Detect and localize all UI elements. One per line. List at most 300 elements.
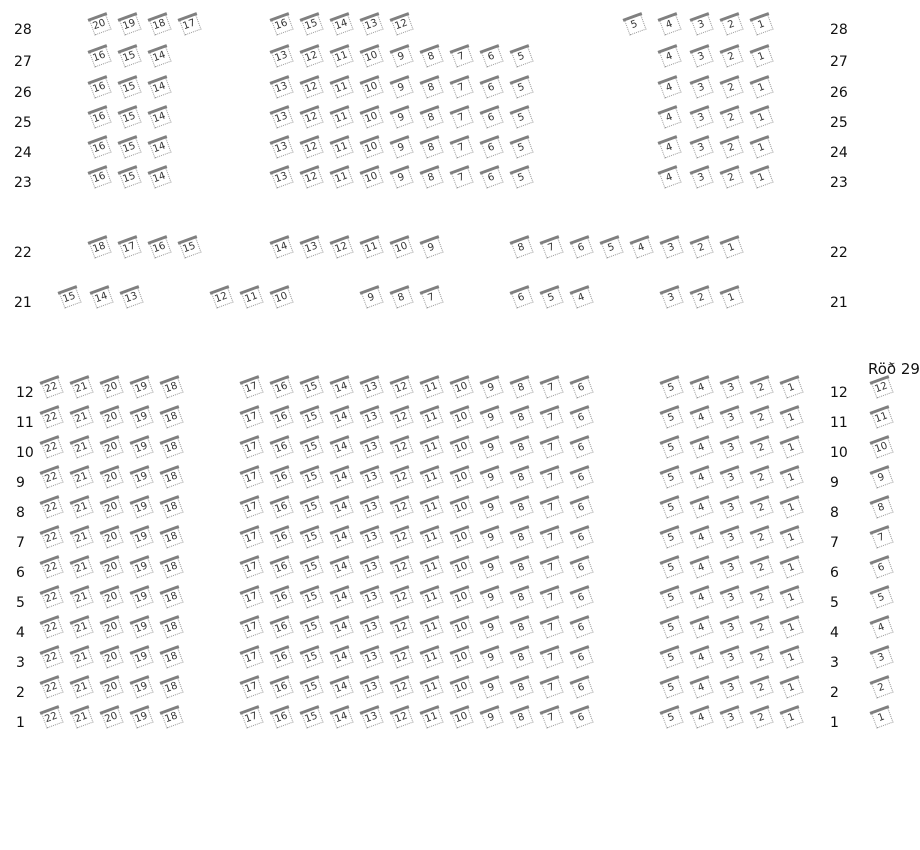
seat-1-6[interactable] [570, 705, 595, 729]
seat-5-22[interactable] [40, 585, 65, 609]
seat-26-11[interactable] [330, 75, 355, 99]
seat-11-3[interactable] [720, 405, 745, 429]
seat-11-5[interactable] [660, 405, 685, 429]
seat-28-18[interactable] [148, 12, 173, 36]
seat-12-5[interactable] [660, 375, 685, 399]
seat-21-12[interactable] [210, 285, 235, 309]
seat-28-13[interactable] [360, 12, 385, 36]
seat-24-7[interactable] [450, 135, 475, 159]
seat-12-15[interactable] [300, 375, 325, 399]
seat-5-3[interactable] [720, 585, 745, 609]
seat-27-1[interactable] [750, 44, 775, 68]
seat-5-14[interactable] [330, 585, 355, 609]
seat-6-6[interactable] [570, 555, 595, 579]
seat-25-16[interactable] [88, 105, 113, 129]
seat-9-20[interactable] [100, 465, 125, 489]
seat-25-1[interactable] [750, 105, 775, 129]
seat-11-6[interactable] [570, 405, 595, 429]
seat-24-6[interactable] [480, 135, 505, 159]
seat-12-1[interactable] [780, 375, 805, 399]
seat-5-12[interactable] [390, 585, 415, 609]
seat-22-3[interactable] [660, 235, 685, 259]
seat-10-1[interactable] [780, 435, 805, 459]
seat-10-5[interactable] [660, 435, 685, 459]
seat-11-11[interactable] [420, 405, 445, 429]
seat-side-9[interactable] [870, 465, 895, 489]
seat-12-8[interactable] [510, 375, 535, 399]
seat-1-8[interactable] [510, 705, 535, 729]
seat-1-17[interactable] [240, 705, 265, 729]
seat-3-14[interactable] [330, 645, 355, 669]
seat-1-10[interactable] [450, 705, 475, 729]
seat-21-8[interactable] [390, 285, 415, 309]
seat-2-3[interactable] [720, 675, 745, 699]
seat-2-8[interactable] [510, 675, 535, 699]
seat-27-6[interactable] [480, 44, 505, 68]
seat-2-7[interactable] [540, 675, 565, 699]
seat-4-4[interactable] [690, 615, 715, 639]
seat-6-7[interactable] [540, 555, 565, 579]
seat-1-18[interactable] [160, 705, 185, 729]
seat-4-16[interactable] [270, 615, 295, 639]
seat-12-20[interactable] [100, 375, 125, 399]
seat-25-6[interactable] [480, 105, 505, 129]
seat-22-15[interactable] [178, 235, 203, 259]
seat-side-4[interactable] [870, 615, 895, 639]
seat-6-8[interactable] [510, 555, 535, 579]
seat-9-9[interactable] [480, 465, 505, 489]
seat-24-8[interactable] [420, 135, 445, 159]
seat-9-14[interactable] [330, 465, 355, 489]
seat-3-20[interactable] [100, 645, 125, 669]
seat-23-6[interactable] [480, 165, 505, 189]
seat-25-8[interactable] [420, 105, 445, 129]
seat-10-11[interactable] [420, 435, 445, 459]
seat-22-14[interactable] [270, 235, 295, 259]
seat-26-4[interactable] [658, 75, 683, 99]
seat-11-18[interactable] [160, 405, 185, 429]
seat-28-14[interactable] [330, 12, 355, 36]
seat-27-9[interactable] [390, 44, 415, 68]
seat-9-2[interactable] [750, 465, 775, 489]
seat-22-16[interactable] [148, 235, 173, 259]
seat-11-13[interactable] [360, 405, 385, 429]
seat-3-6[interactable] [570, 645, 595, 669]
seat-7-6[interactable] [570, 525, 595, 549]
seat-6-4[interactable] [690, 555, 715, 579]
seat-7-13[interactable] [360, 525, 385, 549]
seat-10-16[interactable] [270, 435, 295, 459]
seat-2-15[interactable] [300, 675, 325, 699]
seat-7-9[interactable] [480, 525, 505, 549]
seat-4-11[interactable] [420, 615, 445, 639]
seat-27-13[interactable] [270, 44, 295, 68]
seat-1-13[interactable] [360, 705, 385, 729]
seat-23-13[interactable] [270, 165, 295, 189]
seat-9-19[interactable] [130, 465, 155, 489]
seat-side-12[interactable] [870, 375, 895, 399]
seat-27-4[interactable] [658, 44, 683, 68]
seat-9-21[interactable] [70, 465, 95, 489]
seat-21-4[interactable] [570, 285, 595, 309]
seat-28-4[interactable] [658, 12, 683, 36]
seat-22-13[interactable] [300, 235, 325, 259]
seat-24-9[interactable] [390, 135, 415, 159]
seat-8-8[interactable] [510, 495, 535, 519]
seat-8-4[interactable] [690, 495, 715, 519]
seat-7-20[interactable] [100, 525, 125, 549]
seat-8-21[interactable] [70, 495, 95, 519]
seat-9-10[interactable] [450, 465, 475, 489]
seat-21-11[interactable] [240, 285, 265, 309]
seat-28-1[interactable] [750, 12, 775, 36]
seat-23-8[interactable] [420, 165, 445, 189]
seat-7-7[interactable] [540, 525, 565, 549]
seat-5-11[interactable] [420, 585, 445, 609]
seat-12-10[interactable] [450, 375, 475, 399]
seat-10-3[interactable] [720, 435, 745, 459]
seat-4-6[interactable] [570, 615, 595, 639]
seat-8-3[interactable] [720, 495, 745, 519]
seat-12-22[interactable] [40, 375, 65, 399]
seat-4-14[interactable] [330, 615, 355, 639]
seat-8-15[interactable] [300, 495, 325, 519]
seat-24-10[interactable] [360, 135, 385, 159]
seat-11-4[interactable] [690, 405, 715, 429]
seat-side-6[interactable] [870, 555, 895, 579]
seat-1-4[interactable] [690, 705, 715, 729]
seat-22-2[interactable] [690, 235, 715, 259]
seat-2-14[interactable] [330, 675, 355, 699]
seat-24-16[interactable] [88, 135, 113, 159]
seat-4-3[interactable] [720, 615, 745, 639]
seat-8-16[interactable] [270, 495, 295, 519]
seat-11-8[interactable] [510, 405, 535, 429]
seat-21-2[interactable] [690, 285, 715, 309]
seat-25-12[interactable] [300, 105, 325, 129]
seat-12-7[interactable] [540, 375, 565, 399]
seat-4-2[interactable] [750, 615, 775, 639]
seat-4-18[interactable] [160, 615, 185, 639]
seat-8-2[interactable] [750, 495, 775, 519]
seat-2-13[interactable] [360, 675, 385, 699]
seat-2-20[interactable] [100, 675, 125, 699]
seat-26-8[interactable] [420, 75, 445, 99]
seat-10-21[interactable] [70, 435, 95, 459]
seat-27-16[interactable] [88, 44, 113, 68]
seat-5-5[interactable] [660, 585, 685, 609]
seat-24-2[interactable] [720, 135, 745, 159]
seat-5-2[interactable] [750, 585, 775, 609]
seat-24-11[interactable] [330, 135, 355, 159]
seat-7-21[interactable] [70, 525, 95, 549]
seat-3-7[interactable] [540, 645, 565, 669]
seat-24-3[interactable] [690, 135, 715, 159]
seat-5-18[interactable] [160, 585, 185, 609]
seat-10-19[interactable] [130, 435, 155, 459]
seat-25-13[interactable] [270, 105, 295, 129]
seat-26-5[interactable] [510, 75, 535, 99]
seat-5-17[interactable] [240, 585, 265, 609]
seat-7-18[interactable] [160, 525, 185, 549]
seat-11-10[interactable] [450, 405, 475, 429]
seat-11-21[interactable] [70, 405, 95, 429]
seat-8-11[interactable] [420, 495, 445, 519]
seat-27-12[interactable] [300, 44, 325, 68]
seat-12-14[interactable] [330, 375, 355, 399]
seat-27-8[interactable] [420, 44, 445, 68]
seat-5-19[interactable] [130, 585, 155, 609]
seat-26-15[interactable] [118, 75, 143, 99]
seat-8-9[interactable] [480, 495, 505, 519]
seat-6-21[interactable] [70, 555, 95, 579]
seat-9-3[interactable] [720, 465, 745, 489]
seat-6-9[interactable] [480, 555, 505, 579]
seat-11-7[interactable] [540, 405, 565, 429]
seat-3-9[interactable] [480, 645, 505, 669]
seat-23-9[interactable] [390, 165, 415, 189]
seat-4-12[interactable] [390, 615, 415, 639]
seat-23-12[interactable] [300, 165, 325, 189]
seat-9-13[interactable] [360, 465, 385, 489]
seat-10-4[interactable] [690, 435, 715, 459]
seat-22-12[interactable] [330, 235, 355, 259]
seat-9-16[interactable] [270, 465, 295, 489]
seat-9-17[interactable] [240, 465, 265, 489]
seat-11-12[interactable] [390, 405, 415, 429]
seat-10-6[interactable] [570, 435, 595, 459]
seat-7-15[interactable] [300, 525, 325, 549]
seat-27-3[interactable] [690, 44, 715, 68]
seat-3-21[interactable] [70, 645, 95, 669]
seat-5-6[interactable] [570, 585, 595, 609]
seat-28-20[interactable] [88, 12, 113, 36]
seat-10-2[interactable] [750, 435, 775, 459]
seat-2-21[interactable] [70, 675, 95, 699]
seat-4-17[interactable] [240, 615, 265, 639]
seat-23-3[interactable] [690, 165, 715, 189]
seat-21-9[interactable] [360, 285, 385, 309]
seat-9-7[interactable] [540, 465, 565, 489]
seat-21-13[interactable] [120, 285, 145, 309]
seat-7-8[interactable] [510, 525, 535, 549]
seat-23-5[interactable] [510, 165, 535, 189]
seat-5-10[interactable] [450, 585, 475, 609]
seat-25-3[interactable] [690, 105, 715, 129]
seat-11-15[interactable] [300, 405, 325, 429]
seat-22-18[interactable] [88, 235, 113, 259]
seat-10-13[interactable] [360, 435, 385, 459]
seat-21-14[interactable] [90, 285, 115, 309]
seat-6-19[interactable] [130, 555, 155, 579]
seat-3-13[interactable] [360, 645, 385, 669]
seat-4-19[interactable] [130, 615, 155, 639]
seat-24-14[interactable] [148, 135, 173, 159]
seat-12-4[interactable] [690, 375, 715, 399]
seat-22-6[interactable] [570, 235, 595, 259]
seat-24-1[interactable] [750, 135, 775, 159]
seat-1-22[interactable] [40, 705, 65, 729]
seat-8-6[interactable] [570, 495, 595, 519]
seat-23-7[interactable] [450, 165, 475, 189]
seat-10-7[interactable] [540, 435, 565, 459]
seat-7-12[interactable] [390, 525, 415, 549]
seat-side-3[interactable] [870, 645, 895, 669]
seat-21-1[interactable] [720, 285, 745, 309]
seat-6-20[interactable] [100, 555, 125, 579]
seat-2-11[interactable] [420, 675, 445, 699]
seat-1-12[interactable] [390, 705, 415, 729]
seat-12-9[interactable] [480, 375, 505, 399]
seat-1-15[interactable] [300, 705, 325, 729]
seat-1-11[interactable] [420, 705, 445, 729]
seat-9-11[interactable] [420, 465, 445, 489]
seat-27-7[interactable] [450, 44, 475, 68]
seat-7-5[interactable] [660, 525, 685, 549]
seat-25-5[interactable] [510, 105, 535, 129]
seat-22-4[interactable] [630, 235, 655, 259]
seat-7-10[interactable] [450, 525, 475, 549]
seat-28-2[interactable] [720, 12, 745, 36]
seat-23-2[interactable] [720, 165, 745, 189]
seat-side-7[interactable] [870, 525, 895, 549]
seat-12-2[interactable] [750, 375, 775, 399]
seat-24-12[interactable] [300, 135, 325, 159]
seat-25-14[interactable] [148, 105, 173, 129]
seat-8-18[interactable] [160, 495, 185, 519]
seat-10-17[interactable] [240, 435, 265, 459]
seat-28-17[interactable] [178, 12, 203, 36]
seat-7-14[interactable] [330, 525, 355, 549]
seat-side-8[interactable] [870, 495, 895, 519]
seat-5-9[interactable] [480, 585, 505, 609]
seat-6-10[interactable] [450, 555, 475, 579]
seat-10-10[interactable] [450, 435, 475, 459]
seat-28-3[interactable] [690, 12, 715, 36]
seat-25-11[interactable] [330, 105, 355, 129]
seat-3-3[interactable] [720, 645, 745, 669]
seat-21-6[interactable] [510, 285, 535, 309]
seat-5-13[interactable] [360, 585, 385, 609]
seat-8-7[interactable] [540, 495, 565, 519]
seat-27-11[interactable] [330, 44, 355, 68]
seat-1-3[interactable] [720, 705, 745, 729]
seat-1-1[interactable] [780, 705, 805, 729]
seat-8-10[interactable] [450, 495, 475, 519]
seat-6-17[interactable] [240, 555, 265, 579]
seat-2-6[interactable] [570, 675, 595, 699]
seat-10-12[interactable] [390, 435, 415, 459]
seat-12-21[interactable] [70, 375, 95, 399]
seat-28-19[interactable] [118, 12, 143, 36]
seat-4-21[interactable] [70, 615, 95, 639]
seat-4-8[interactable] [510, 615, 535, 639]
seat-27-15[interactable] [118, 44, 143, 68]
seat-8-1[interactable] [780, 495, 805, 519]
seat-27-10[interactable] [360, 44, 385, 68]
seat-8-14[interactable] [330, 495, 355, 519]
seat-11-17[interactable] [240, 405, 265, 429]
seat-11-20[interactable] [100, 405, 125, 429]
seat-side-10[interactable] [870, 435, 895, 459]
seat-9-4[interactable] [690, 465, 715, 489]
seat-6-3[interactable] [720, 555, 745, 579]
seat-23-10[interactable] [360, 165, 385, 189]
seat-6-2[interactable] [750, 555, 775, 579]
seat-22-5[interactable] [600, 235, 625, 259]
seat-11-2[interactable] [750, 405, 775, 429]
seat-4-7[interactable] [540, 615, 565, 639]
seat-side-5[interactable] [870, 585, 895, 609]
seat-6-14[interactable] [330, 555, 355, 579]
seat-26-10[interactable] [360, 75, 385, 99]
seat-1-14[interactable] [330, 705, 355, 729]
seat-4-10[interactable] [450, 615, 475, 639]
seat-9-1[interactable] [780, 465, 805, 489]
seat-11-9[interactable] [480, 405, 505, 429]
seat-1-21[interactable] [70, 705, 95, 729]
seat-24-15[interactable] [118, 135, 143, 159]
seat-12-11[interactable] [420, 375, 445, 399]
seat-26-16[interactable] [88, 75, 113, 99]
seat-28-16[interactable] [270, 12, 295, 36]
seat-9-22[interactable] [40, 465, 65, 489]
seat-1-9[interactable] [480, 705, 505, 729]
seat-27-2[interactable] [720, 44, 745, 68]
seat-25-9[interactable] [390, 105, 415, 129]
seat-27-14[interactable] [148, 44, 173, 68]
seat-1-7[interactable] [540, 705, 565, 729]
seat-24-4[interactable] [658, 135, 683, 159]
seat-5-7[interactable] [540, 585, 565, 609]
seat-3-1[interactable] [780, 645, 805, 669]
seat-5-4[interactable] [690, 585, 715, 609]
seat-4-5[interactable] [660, 615, 685, 639]
seat-side-1[interactable] [870, 705, 895, 729]
seat-26-13[interactable] [270, 75, 295, 99]
seat-3-8[interactable] [510, 645, 535, 669]
seat-10-15[interactable] [300, 435, 325, 459]
seat-6-18[interactable] [160, 555, 185, 579]
seat-2-16[interactable] [270, 675, 295, 699]
seat-3-15[interactable] [300, 645, 325, 669]
seat-22-9[interactable] [420, 235, 445, 259]
seat-3-17[interactable] [240, 645, 265, 669]
seat-26-6[interactable] [480, 75, 505, 99]
seat-5-15[interactable] [300, 585, 325, 609]
seat-25-2[interactable] [720, 105, 745, 129]
seat-7-3[interactable] [720, 525, 745, 549]
seat-2-4[interactable] [690, 675, 715, 699]
seat-4-15[interactable] [300, 615, 325, 639]
seat-3-10[interactable] [450, 645, 475, 669]
seat-2-17[interactable] [240, 675, 265, 699]
seat-8-17[interactable] [240, 495, 265, 519]
seat-24-13[interactable] [270, 135, 295, 159]
seat-12-12[interactable] [390, 375, 415, 399]
seat-28-15[interactable] [300, 12, 325, 36]
seat-9-12[interactable] [390, 465, 415, 489]
seat-23-16[interactable] [88, 165, 113, 189]
seat-23-11[interactable] [330, 165, 355, 189]
seat-1-2[interactable] [750, 705, 775, 729]
seat-11-14[interactable] [330, 405, 355, 429]
seat-2-22[interactable] [40, 675, 65, 699]
seat-22-17[interactable] [118, 235, 143, 259]
seat-11-19[interactable] [130, 405, 155, 429]
seat-10-14[interactable] [330, 435, 355, 459]
seat-3-19[interactable] [130, 645, 155, 669]
